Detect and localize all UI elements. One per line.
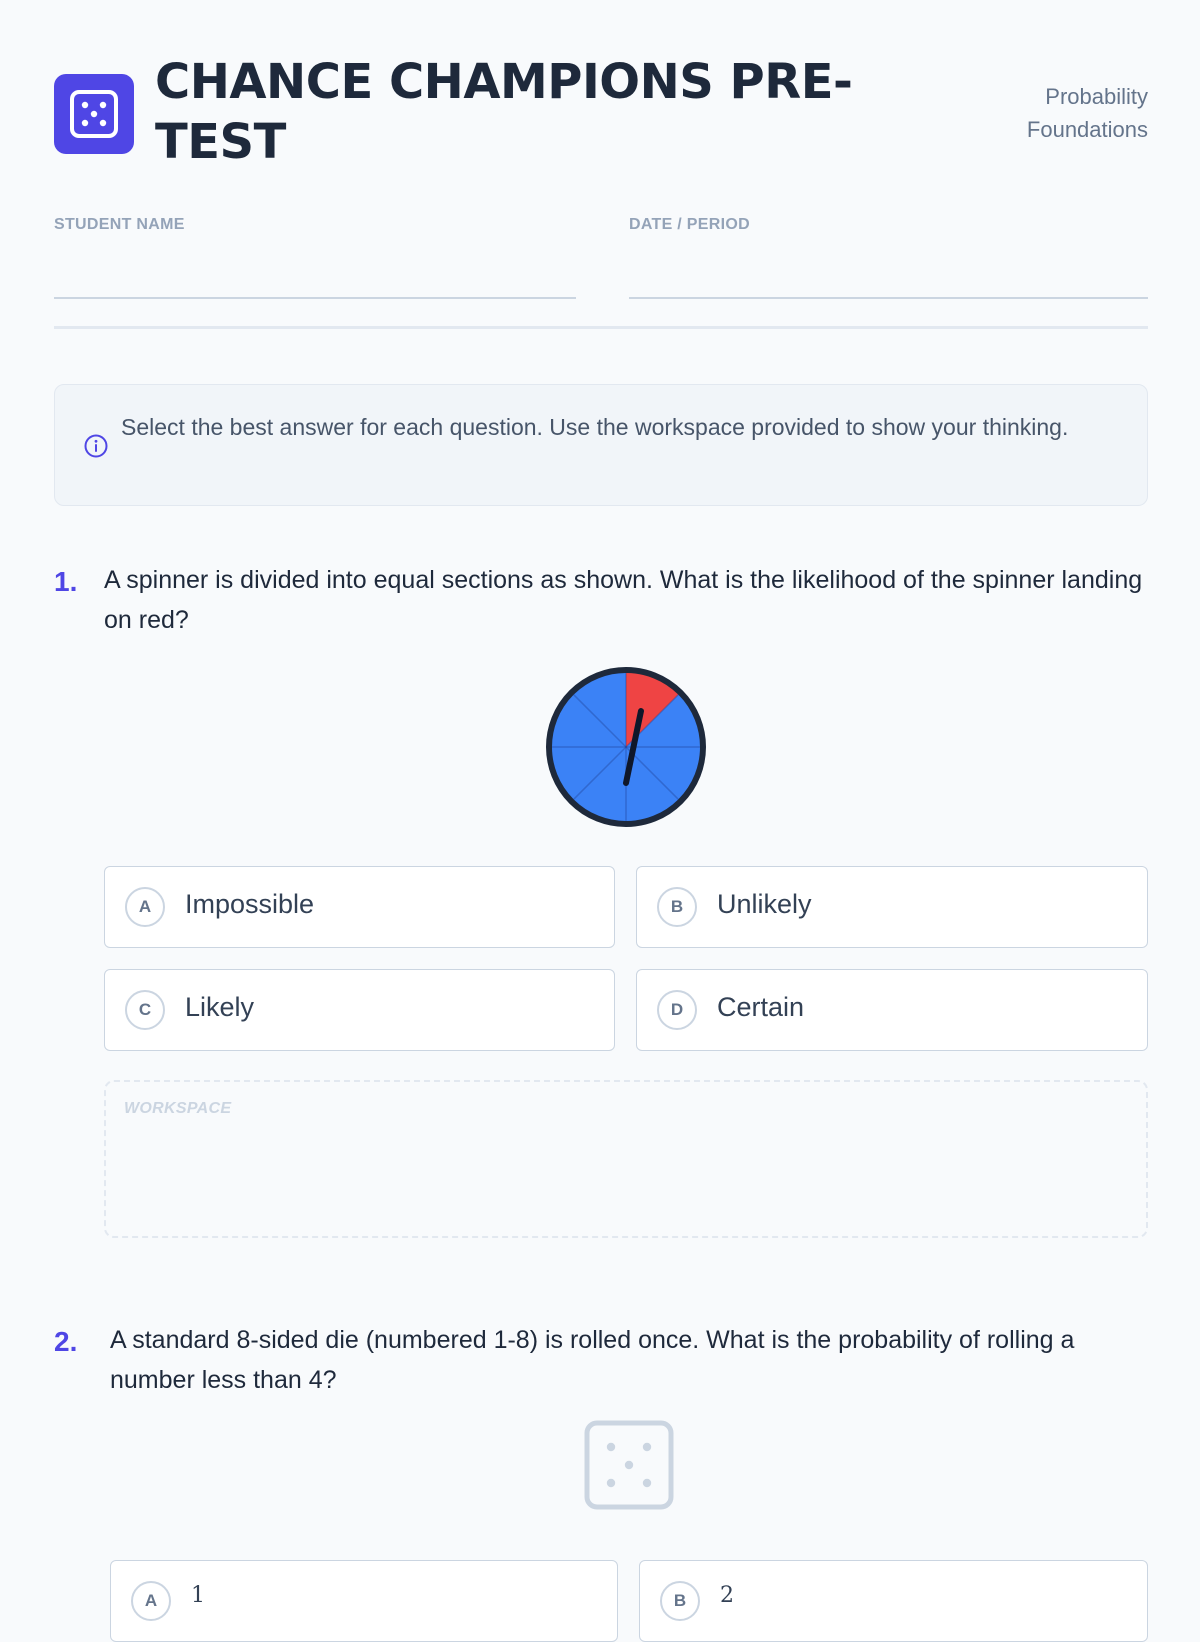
question-1-option-d[interactable] [636,969,1148,1051]
question-1-text: A spinner is divided into equal sections as shown. What is the likelihood of the spinner landing on red? [104,566,1143,634]
header-divider [54,326,1148,329]
question-1-workspace[interactable] [104,1080,1148,1238]
spinner-figure [545,666,707,828]
option-letter: B [657,887,697,927]
date-period-field[interactable] [629,297,1148,299]
option-text: Unlikely [717,889,812,919]
dice-icon [64,84,124,144]
option-text: Likely [185,992,255,1022]
option-letter: B [660,1581,700,1621]
option-text: Certain [717,992,805,1022]
page-title: CHANCE CHAMPIONS PRE-TEST [155,54,853,170]
option-text: 1 [191,1583,205,1608]
student-name-label: STUDENT NAME [54,216,185,233]
option-letter: A [125,887,165,927]
subject-label: Probability Foundations [1026,84,1148,142]
option-letter: A [131,1581,171,1621]
option-text: 2 [720,1583,734,1608]
question-1-option-c[interactable] [104,969,615,1051]
question-1-number: 1. [54,566,78,597]
question-2-text: A standard 8-sided die (numbered 1-8) is rolled once. What is the probability of rolling a number less than 4? [110,1326,1075,1394]
info-icon [83,433,109,459]
question-1-option-a[interactable] [104,866,615,948]
question-2-option-a[interactable] [110,1560,618,1642]
logo [54,74,134,154]
question-1-option-b[interactable] [636,866,1148,948]
question-2-number: 2. [54,1326,78,1357]
instructions-text: Select the best answer for each question. Use the workspace provided to show your thinking. [121,414,1069,440]
date-period-label: DATE / PERIOD [629,216,750,233]
student-name-field[interactable] [54,297,576,299]
option-letter: C [125,990,165,1030]
workspace-label: WORKSPACE [124,1100,232,1117]
option-text: Impossible [185,889,315,919]
dice-icon [584,1420,674,1510]
option-letter: D [657,990,697,1030]
question-2-option-b[interactable] [639,1560,1148,1642]
instructions-box [54,384,1148,506]
